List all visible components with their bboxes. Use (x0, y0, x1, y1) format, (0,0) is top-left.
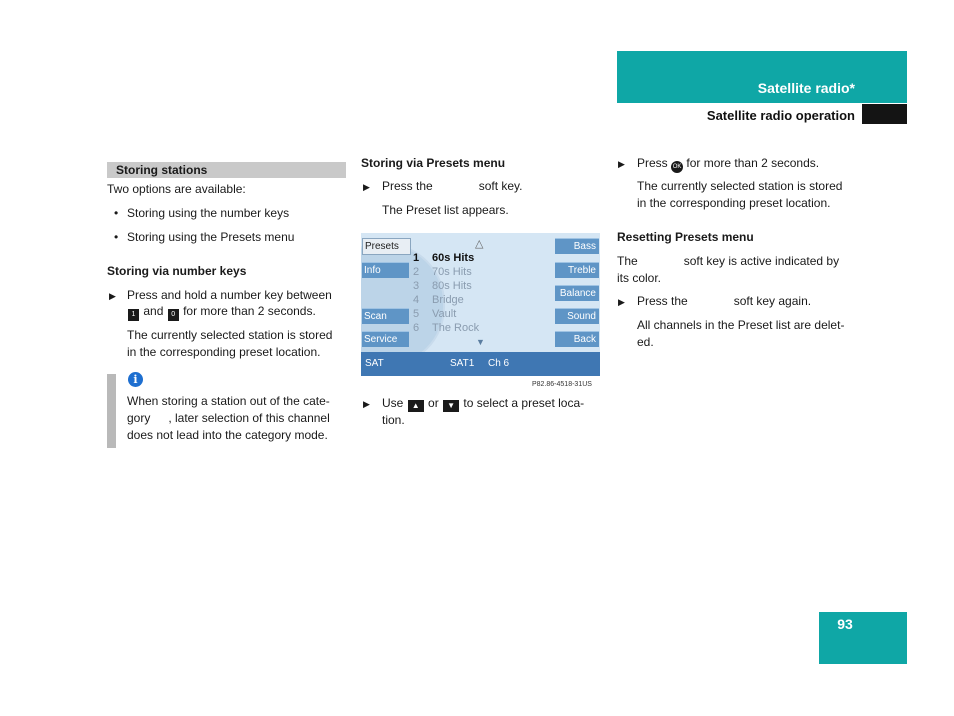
step-text-line (382, 178, 523, 195)
number-key-1-icon: 1 (128, 309, 139, 321)
preset-item: 6 The Rock (413, 322, 480, 334)
section-subtitle: Satellite radio operation (706, 108, 855, 123)
note-text-line (127, 410, 330, 427)
note-word: , later selection of this channel (168, 411, 330, 425)
up-key-icon: ▲ (408, 400, 424, 412)
softkey-balance: Balance (555, 285, 599, 301)
radio-display-screenshot (361, 233, 600, 376)
chapter-title: Satellite radio* (757, 80, 855, 96)
subheading-number-keys: Storing via number keys (107, 264, 247, 278)
scroll-up-icon: △ (475, 238, 484, 250)
para-word: soft key is active indicated by (683, 254, 840, 268)
status-station: SAT1 (450, 358, 475, 369)
intro-text: Two options are available: (107, 182, 246, 196)
step-word: soft key again. (733, 294, 812, 308)
note-margin-bar (107, 374, 116, 448)
result-text: in the corresponding preset location. (637, 196, 831, 210)
preset-item: 4 Bridge (413, 294, 464, 306)
softkey-scan: Scan (362, 308, 409, 324)
preset-item: 3 80s Hits (413, 280, 472, 292)
step-text-line (637, 293, 811, 310)
step-tail: for more than 2 seconds. (183, 304, 316, 318)
status-bar (361, 352, 600, 376)
step-text-line (127, 303, 316, 321)
subheading-presets-menu: Storing via Presets menu (361, 156, 506, 170)
section-title-bar (107, 162, 346, 178)
info-icon: i (128, 372, 143, 387)
preset-item: 2 70s Hits (413, 266, 472, 278)
result-text: ed. (637, 335, 654, 349)
step-word: to select a preset loca- (463, 396, 585, 410)
softkey-info: Info (362, 262, 409, 278)
triangle-right-icon: ▶ (363, 399, 370, 409)
step-text: Press and hold a number key between (127, 288, 332, 302)
result-text: in the corresponding preset location. (127, 345, 321, 359)
step-word: Press (637, 156, 668, 170)
step-word: Use (382, 396, 404, 410)
step-text-line (382, 395, 584, 412)
bullet-dot: • (114, 230, 119, 244)
preset-item: 5 Vault (413, 308, 457, 320)
bullet-item: Storing using the number keys (127, 206, 290, 220)
softkey-bass: Bass (555, 238, 599, 254)
step-word: Press the (382, 179, 433, 193)
step-text: tion. (382, 413, 405, 427)
status-band: SAT (365, 358, 384, 369)
note-text: does not lead into the category mode. (127, 428, 328, 442)
para-text: its color. (617, 271, 662, 285)
result-text: All channels in the Preset list are delet- (637, 318, 845, 332)
softkey-sound: Sound (555, 308, 599, 324)
bullet-item: Storing using the Presets menu (127, 230, 295, 244)
header-tab-marker (862, 104, 907, 124)
preset-item: 1 60s Hits (413, 252, 475, 264)
note-text: When storing a station out of the cate- (127, 394, 330, 408)
triangle-right-icon: ▶ (363, 182, 370, 192)
para-line (617, 253, 839, 270)
down-key-icon: ▼ (443, 400, 459, 412)
and-word: and (143, 304, 164, 318)
triangle-right-icon: ▶ (618, 297, 625, 307)
bullet-dot: • (114, 206, 119, 220)
step-text-line (637, 155, 819, 173)
subheading-resetting: Resetting Presets menu (617, 230, 754, 244)
page-number: 93 (837, 616, 853, 632)
step-word: or (428, 396, 439, 410)
para-word: The (617, 254, 638, 268)
result-text: The currently selected station is stored (637, 179, 843, 193)
step-word: Press the (637, 294, 688, 308)
triangle-right-icon: ▶ (618, 159, 625, 169)
result-text: The currently selected station is stored (127, 328, 333, 342)
softkey-treble: Treble (555, 262, 599, 278)
softkey-back: Back (555, 331, 599, 347)
ok-button-icon: OK (671, 161, 683, 173)
softkey-service: Service (362, 331, 409, 347)
image-caption: P82.86-4518-31US (532, 381, 592, 388)
number-key-0-icon: 0 (168, 309, 179, 321)
triangle-right-icon: ▶ (109, 291, 116, 301)
status-channel: Ch 6 (488, 358, 510, 369)
result-text: The Preset list appears. (382, 203, 509, 217)
note-word: gory (127, 411, 151, 425)
scroll-down-icon: ▼ (476, 337, 485, 347)
softkey-presets: Presets (362, 238, 411, 255)
step-word: soft key. (478, 179, 523, 193)
step-word: for more than 2 seconds. (686, 156, 820, 170)
section-title: Storing stations (116, 163, 208, 177)
